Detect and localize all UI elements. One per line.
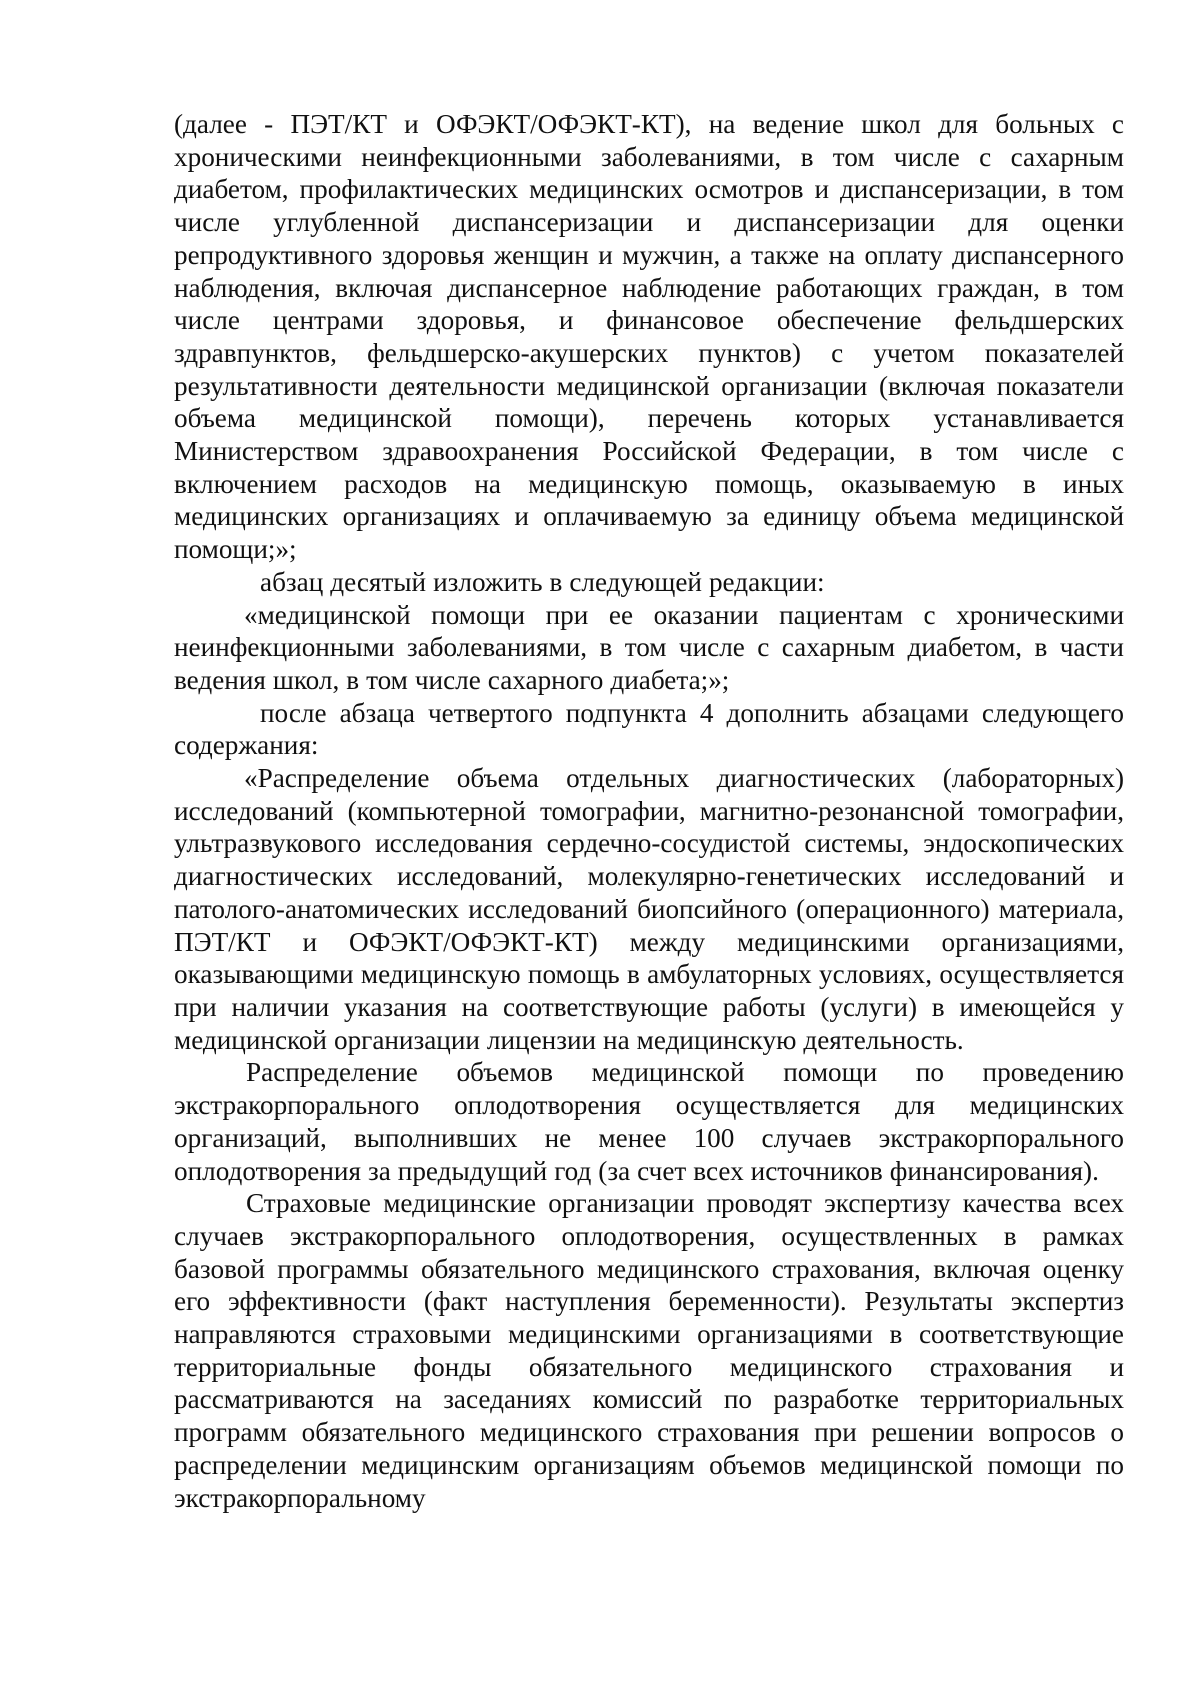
document-body <box>174 108 1124 1514</box>
paragraph-body: Страховые медицинские организации проводят экспертизу качества всех случаев экстракорпорального оплодотворения, осуществленных в рамках базовой программы обязательного медицинского страхования, включая оценку его эффективности (факт наступления беременности). Результаты экспертиз направляются страховыми медицинскими организациями в соответствующие территориальные фонды обязательного медицинского страхования и рассматриваются на заседаниях комиссий по разработке территориальных программ обязательного медицинского страхования при решении вопросов о распределении медицинским организациям объемов медицинской помощи по экстракорпоральному <box>174 1188 1124 1513</box>
paragraph-quoted-text: «Распределение объема отдельных диагностических (лабораторных) исследований (компьютерной томографии, магнитно-резонансной томографии, ультразвукового исследования сердечно-сосудистой системы, эндоскопических диагностических исследований, молекулярно-генетических исследований и патолого-анатомических исследований биопсийного (операционного) материала, ПЭТ/КТ и ОФЭКТ/ОФЭКТ-КТ) между медицинскими организациями, оказывающими медицинскую помощь в амбулаторных условиях, осуществляется при наличии указания на соответствующие работы (услуги) в имеющейся у медицинской организации лицензии на медицинскую деятельность. <box>174 763 1124 1055</box>
paragraph-quoted-text: «медицинской помощи при ее оказании пациентам с хроническими неинфекционными заболеваниями, в том числе с сахарным диабетом, в части ведения школ, в том числе сахарного диабета;»; <box>174 599 1124 695</box>
paragraph-body: Распределение объемов медицинской помощи по проведению экстракорпорального оплодотворения осуществляется для медицинских организаций, выполнивших не менее 100 случаев экстракорпорального оплодотворения за предыдущий год (за счет всех источников финансирования). <box>174 1057 1124 1186</box>
paragraph-continuation: (далее - ПЭТ/КТ и ОФЭКТ/ОФЭКТ-КТ), на ведение школ для больных с хроническими неинфекционными заболеваниями, в том числе с сахарным диабетом, профилактических медицинских осмотров и диспансеризации, в том числе углубленной диспансеризации и диспансеризации для оценки репродуктивного здоровья женщин и мужчин, а также на оплату диспансерного наблюдения, включая диспансерное наблюдение работающих граждан, в том числе центрами здоровья, и финансовое обеспечение фельдшерских здравпунктов, фельдшерско-акушерских пунктов) с учетом показателей результативности деятельности медицинской организации (включая показатели объема медицинской помощи), перечень которых устанавливается Министерством здравоохранения Российской Федерации, в том числе с включением расходов на медицинскую помощь, оказываемую в иных медицинских организациях и оплачиваемую за единицу объема медицинской помощи;»; <box>174 109 1124 565</box>
paragraph-amendment-instruction: абзац десятый изложить в следующей редакции: <box>260 566 825 597</box>
paragraph-amendment-instruction: после абзаца четвертого подпункта 4 дополнить абзацами следующего содержания: <box>174 697 1124 761</box>
